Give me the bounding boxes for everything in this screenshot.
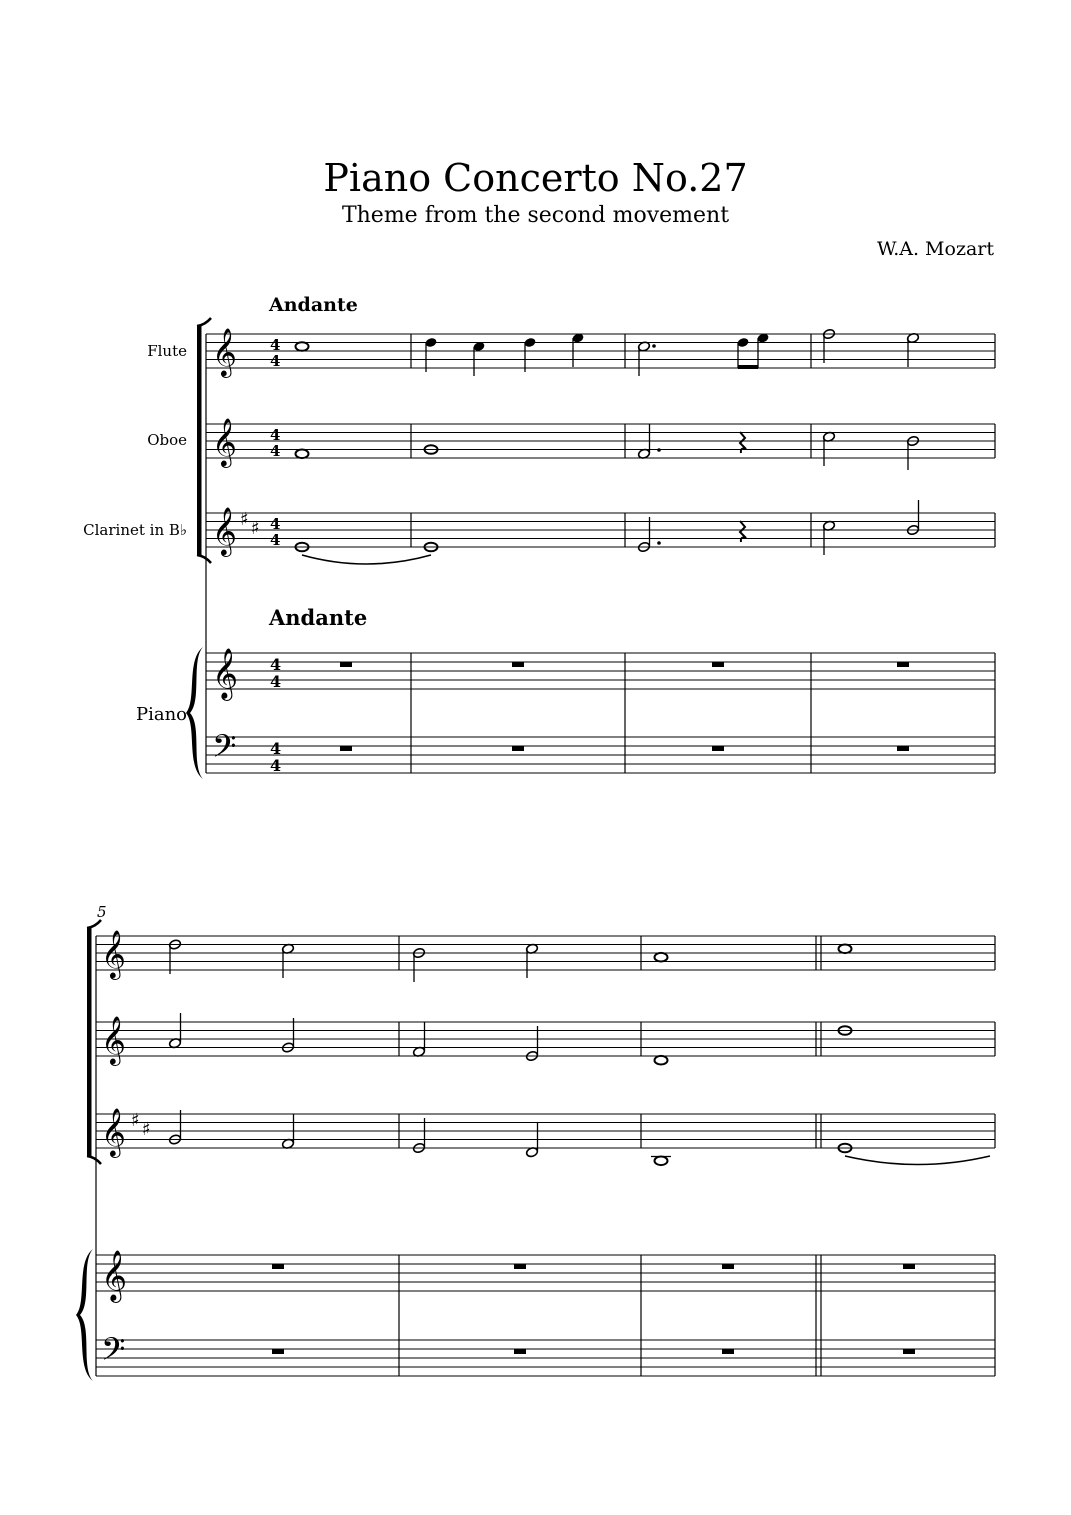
piano-brace	[186, 647, 203, 779]
instrument-name-clarinet: Clarinet in B♭	[83, 521, 187, 539]
staff-flute	[206, 334, 995, 368]
whole-rest-icon	[903, 1349, 915, 1354]
treble-clef-icon: 𝄞	[101, 929, 126, 978]
system-1	[83, 294, 995, 779]
whole-rest-icon	[722, 1349, 734, 1354]
bass-clef-icon: 𝄢	[101, 1331, 126, 1375]
whole-note	[296, 342, 309, 351]
whole-note	[839, 945, 852, 954]
time-signature-4-4: 4	[270, 672, 282, 691]
whole-rest-icon	[722, 1264, 734, 1269]
score-subtitle: Theme from the second movement	[341, 203, 730, 228]
flute-notes-system-2	[168, 939, 851, 982]
time-signature-4-4: 4	[270, 515, 281, 533]
time-signature-4-4: 4	[270, 426, 281, 444]
treble-clef-icon: 𝄞	[101, 1250, 128, 1301]
system-2	[76, 903, 995, 1381]
time-signatures	[270, 336, 281, 775]
flute-notes-system-1	[296, 328, 920, 376]
time-signature-4-4: 4	[270, 352, 281, 370]
bass-clef-icon: 𝄢	[212, 728, 237, 772]
staff-oboe	[206, 424, 995, 458]
time-signature-4-4: 4	[270, 442, 281, 460]
whole-rest-icon	[272, 1349, 284, 1354]
staff-piano-treble	[206, 653, 995, 689]
whole-rest-icon	[512, 662, 524, 667]
tie-icon	[845, 1156, 990, 1165]
time-signature-4-4: 4	[270, 336, 281, 354]
time-signature-4-4: 4	[270, 756, 282, 775]
whole-note	[655, 1157, 668, 1166]
whole-rest-icon	[712, 662, 724, 667]
whole-note	[655, 1056, 668, 1065]
measure-number: 5	[97, 903, 107, 921]
whole-rest-icon	[340, 746, 352, 751]
staff-piano-bass	[96, 1340, 995, 1376]
whole-rest-icon	[512, 746, 524, 751]
whole-rest-icon	[514, 1349, 526, 1354]
clarinet-notes-system-2	[168, 1110, 990, 1165]
barlines-system-2	[399, 936, 995, 1376]
staff-oboe	[96, 1022, 995, 1056]
sharp-icon: ♯	[131, 1110, 140, 1131]
staff-clarinet	[206, 513, 995, 547]
whole-rest-icon	[272, 1264, 284, 1269]
tempo-marking-piano: Andante	[269, 605, 368, 630]
clarinet-notes-system-1	[296, 500, 920, 564]
instrument-name-oboe: Oboe	[147, 431, 187, 449]
sharp-icon: ♯	[240, 509, 249, 530]
sharp-icon: ♯	[142, 1119, 151, 1140]
whole-rest-icon	[903, 1264, 915, 1269]
sharp-icon: ♯	[251, 518, 260, 539]
time-signature-4-4: 4	[270, 739, 282, 758]
treble-clef-icon: 𝄞	[212, 417, 237, 466]
treble-clef-icon: 𝄞	[101, 1015, 126, 1064]
staff-clarinet	[96, 1114, 995, 1148]
whole-note	[655, 953, 668, 962]
oboe-notes-system-1	[296, 424, 920, 470]
composer-name: W.A. Mozart	[877, 238, 994, 260]
staff-piano-treble	[96, 1255, 995, 1291]
time-signature-4-4: 4	[270, 531, 281, 549]
whole-rest-icon	[340, 662, 352, 667]
instrument-name-piano: Piano	[135, 704, 187, 725]
staff-flute	[96, 936, 995, 970]
treble-clef-icon: 𝄞	[101, 1107, 126, 1156]
treble-clef-icon: 𝄞	[212, 327, 237, 376]
whole-rest-icon	[897, 746, 909, 751]
treble-clef-icon: 𝄞	[212, 648, 239, 699]
tie-icon	[302, 555, 431, 564]
treble-clef-icon: 𝄞	[212, 506, 237, 555]
staff-piano-bass	[206, 737, 995, 773]
score-title: Piano Concerto No.27	[323, 156, 748, 200]
whole-rest-icon	[712, 746, 724, 751]
whole-rest-icon	[897, 662, 909, 667]
time-signature-4-4: 4	[270, 655, 282, 674]
woodwind-bracket	[87, 920, 101, 1164]
barlines-system-1	[411, 334, 995, 773]
instrument-name-flute: Flute	[147, 342, 187, 360]
tempo-marking-woodwinds: Andante	[269, 294, 358, 316]
piano-brace	[76, 1249, 93, 1381]
whole-rest-icon	[514, 1264, 526, 1269]
whole-note	[296, 450, 309, 459]
